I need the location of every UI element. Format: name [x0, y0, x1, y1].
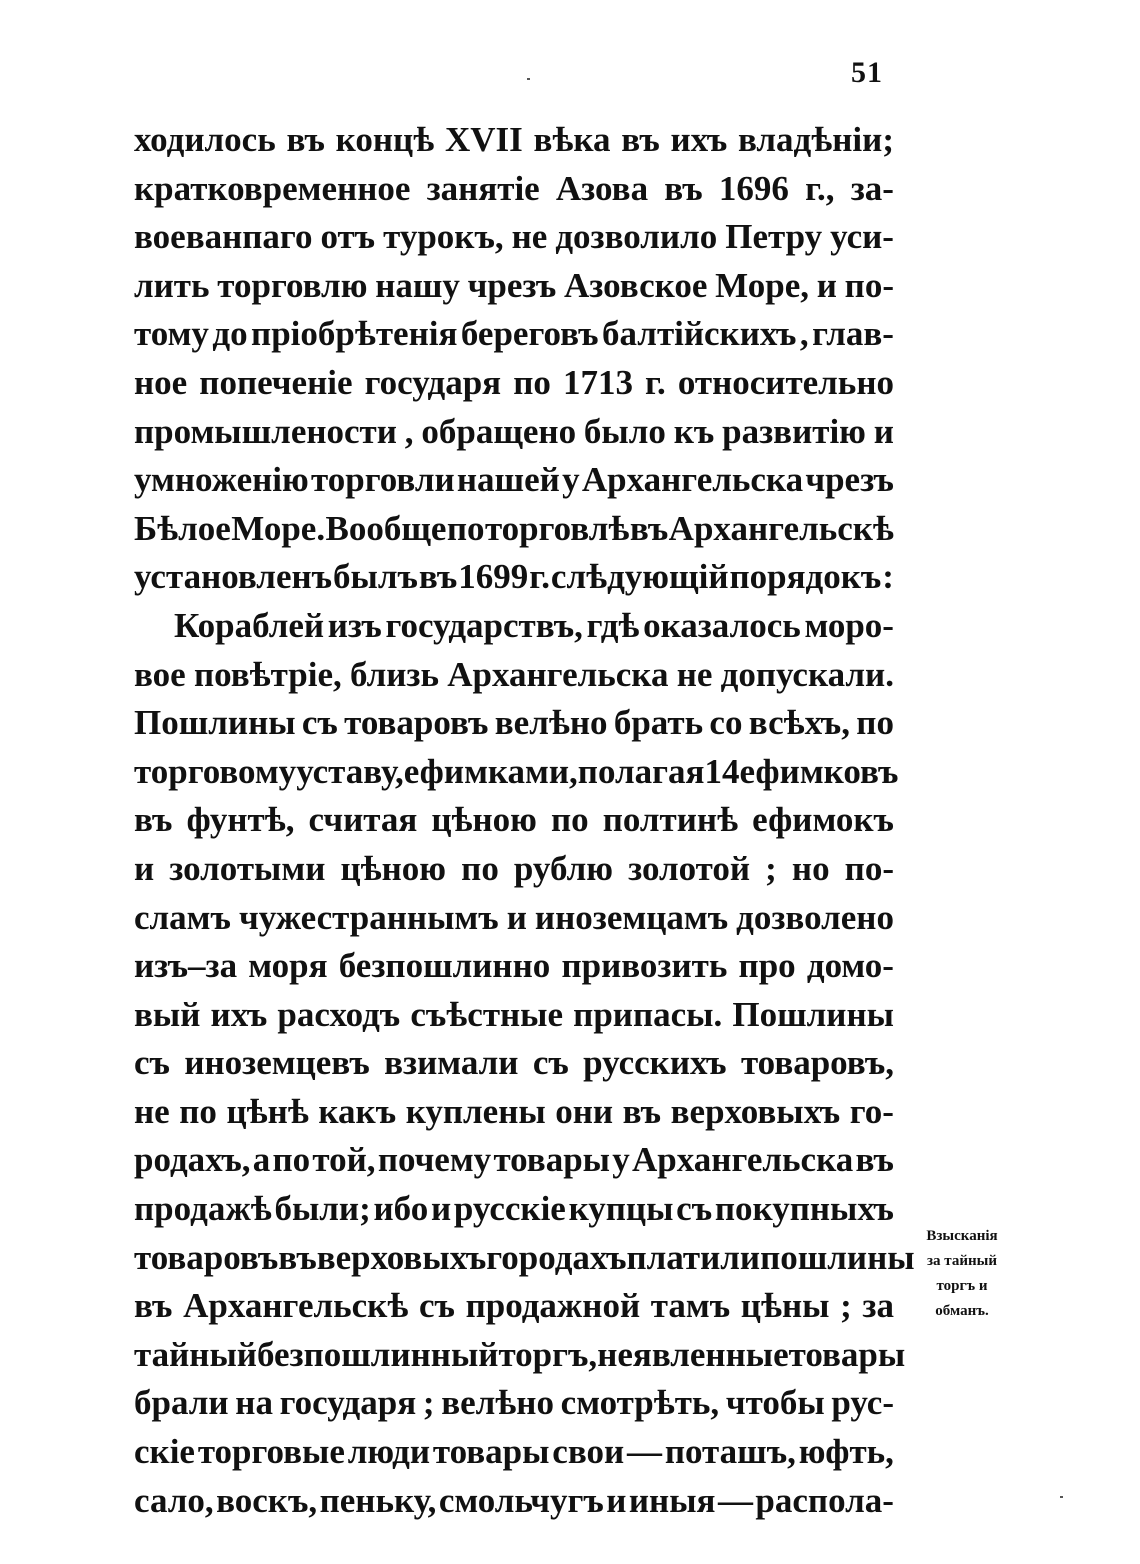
- word: чрезъ: [467, 265, 557, 305]
- word: къ: [673, 411, 715, 451]
- word: торговлѣ: [484, 508, 630, 548]
- word: продажной: [465, 1286, 641, 1326]
- word: 14: [704, 751, 740, 791]
- text-line: [134, 408, 894, 457]
- word: береговъ: [460, 314, 599, 354]
- word: умноженію: [134, 460, 309, 500]
- word: въ: [286, 120, 325, 159]
- word: Архангельскѣ: [668, 508, 894, 548]
- word: владѣніи;: [737, 120, 894, 159]
- word: Море,: [715, 265, 809, 305]
- word: съ: [301, 703, 338, 743]
- word: въ: [134, 800, 173, 840]
- word: тому: [134, 314, 209, 354]
- word: —: [627, 1432, 662, 1472]
- margin-note-line: Взысканія: [926, 1228, 998, 1244]
- word: товаровъ: [344, 703, 489, 743]
- word: моря: [248, 946, 328, 986]
- word: 1696: [718, 168, 789, 208]
- word: ефимковъ: [739, 751, 899, 791]
- word: го-: [849, 1091, 894, 1131]
- text-line: [134, 116, 894, 165]
- word: русскихъ: [583, 1043, 727, 1083]
- word: торговому: [134, 751, 297, 791]
- word: чтобы: [725, 1383, 825, 1423]
- word: ное: [134, 362, 188, 402]
- word: воеванпаго: [134, 217, 313, 257]
- word: фунтѣ,: [186, 800, 295, 840]
- word: велѣно: [441, 1383, 554, 1423]
- word: :: [882, 557, 894, 597]
- word: моро-: [804, 605, 894, 645]
- word: но: [791, 848, 830, 888]
- word: изъ: [327, 605, 382, 645]
- word: былъ: [333, 557, 418, 597]
- word: ходилось: [134, 120, 276, 159]
- word: ,: [799, 314, 809, 354]
- word: всѣхъ,: [748, 703, 850, 743]
- word: 1713: [562, 362, 633, 402]
- word: были;: [274, 1189, 371, 1229]
- text-line: [134, 1331, 906, 1380]
- word: пеньку,: [319, 1480, 437, 1520]
- text-line: [134, 1088, 894, 1137]
- word: Бѣлое: [134, 508, 231, 548]
- margin-note: [901, 1224, 1023, 1324]
- word: кратковременное: [134, 168, 411, 208]
- word: ;: [840, 1286, 852, 1326]
- word: Пошлины: [732, 994, 894, 1034]
- word: той,: [312, 1140, 376, 1180]
- text-line: [134, 262, 894, 311]
- word: тайный: [134, 1334, 257, 1374]
- word: оказалось: [643, 605, 801, 645]
- word: установленъ: [134, 557, 333, 597]
- word: цѣною: [340, 848, 447, 888]
- word: и: [506, 897, 527, 937]
- word: взимали: [384, 1043, 519, 1083]
- word: золотой: [628, 848, 751, 888]
- word: нашей: [456, 460, 560, 500]
- word: товары: [493, 1140, 610, 1180]
- text-line: [134, 1428, 894, 1477]
- word: было: [583, 411, 666, 451]
- word: уставу,: [296, 751, 404, 791]
- word: не: [676, 654, 713, 694]
- word: велѣно: [494, 703, 608, 743]
- word: не: [134, 1091, 170, 1131]
- word: торговли: [311, 460, 455, 500]
- word: торгъ,: [498, 1334, 598, 1374]
- word: съ: [134, 1043, 170, 1083]
- word: съѣстные: [410, 994, 564, 1034]
- word: близь: [349, 654, 439, 694]
- word: тамъ: [650, 1286, 731, 1326]
- word: вѣка: [533, 120, 611, 159]
- word: въ: [278, 1237, 317, 1277]
- word: турокъ,: [383, 217, 504, 257]
- word: верховыхъ: [316, 1237, 487, 1277]
- word: нашу: [375, 265, 460, 305]
- word: верховыхъ: [670, 1091, 841, 1131]
- word: ихъ: [670, 120, 728, 159]
- word: покупныхъ: [714, 1189, 894, 1229]
- word: какъ: [318, 1091, 397, 1131]
- word: и: [134, 848, 155, 888]
- word: по-: [844, 848, 894, 888]
- word: по: [461, 848, 499, 888]
- word: ;: [422, 1383, 435, 1423]
- text-line: [134, 602, 894, 651]
- word: ихъ: [210, 994, 268, 1034]
- word: Архангельскѣ: [183, 1286, 409, 1326]
- word: про: [738, 946, 796, 986]
- word: распола-: [755, 1480, 894, 1520]
- word: свои: [552, 1432, 625, 1472]
- text-line: [134, 796, 894, 845]
- word: и: [606, 1480, 627, 1520]
- word: со: [709, 703, 743, 743]
- word: вое: [134, 654, 186, 694]
- word: занятіе: [426, 168, 540, 208]
- word: рус-: [831, 1383, 894, 1423]
- word: по: [856, 703, 894, 743]
- word: балтійскихъ: [602, 314, 797, 354]
- word: повѣтріе,: [193, 654, 342, 694]
- word: не: [511, 217, 548, 257]
- word: съ: [676, 1189, 713, 1229]
- word: государствъ,: [385, 605, 583, 645]
- word: продажѣ: [134, 1189, 272, 1229]
- word: уси-: [830, 217, 894, 257]
- text-line: [134, 942, 894, 991]
- word: съ: [418, 1286, 455, 1326]
- text-line: [134, 213, 894, 262]
- word: чрезъ: [805, 460, 894, 500]
- word: концѣ: [335, 120, 435, 159]
- word: Петру: [725, 217, 823, 257]
- word: иныя: [628, 1480, 716, 1520]
- word: въ: [134, 1286, 173, 1326]
- word: —: [717, 1480, 753, 1520]
- word: безпошлинно: [338, 946, 551, 986]
- word: развитію: [722, 411, 866, 451]
- word: родахъ,: [134, 1140, 251, 1180]
- word: въ: [664, 168, 703, 208]
- word: Кораблей: [174, 605, 325, 645]
- word: юфть,: [798, 1432, 894, 1472]
- word: пошлины: [760, 1237, 915, 1277]
- word: торговлю: [217, 265, 368, 305]
- word: Азова: [555, 168, 649, 208]
- word: XVII: [444, 120, 523, 159]
- word: они: [555, 1091, 614, 1131]
- word: относительно: [677, 362, 894, 402]
- text-line: [134, 651, 894, 700]
- word: а: [252, 1140, 271, 1180]
- word: воскъ,: [216, 1480, 318, 1520]
- paragraph: [134, 116, 894, 602]
- word: вый: [134, 994, 201, 1034]
- word: товары: [788, 1334, 906, 1374]
- margin-note-line: торгъ и: [936, 1278, 988, 1294]
- word: г.,: [805, 168, 835, 208]
- word: домо-: [806, 946, 894, 986]
- word: въ: [629, 508, 669, 548]
- page-number: 51: [851, 56, 883, 89]
- word: слѣдующій: [550, 557, 729, 597]
- word: Вообще: [325, 508, 447, 548]
- text-line: [134, 165, 894, 214]
- text-line: [134, 456, 894, 505]
- word: за-: [850, 168, 894, 208]
- text-line: [134, 1136, 894, 1185]
- word: ибо: [373, 1189, 429, 1229]
- word: и: [816, 265, 837, 305]
- word: сало,: [134, 1480, 214, 1520]
- word: дозволило: [555, 217, 718, 257]
- word: золотыми: [169, 848, 326, 888]
- word: дозволено: [736, 897, 894, 937]
- word: товары: [432, 1432, 550, 1472]
- word: ефимокъ: [752, 800, 894, 840]
- word: чужестраннымъ: [238, 897, 499, 937]
- word: ефимками,: [403, 751, 578, 791]
- word: Пошлины: [134, 703, 296, 743]
- word: городахъ: [486, 1237, 627, 1277]
- word: по: [272, 1140, 311, 1180]
- word: брали: [134, 1383, 229, 1423]
- paper-speck: [527, 78, 530, 80]
- word: русскіе: [453, 1189, 566, 1229]
- text-line: [134, 310, 894, 359]
- word: съ: [532, 1043, 569, 1083]
- word: по: [446, 508, 485, 548]
- word: торговые: [197, 1432, 345, 1472]
- word: за: [862, 1286, 894, 1326]
- word: иноземцамъ: [534, 897, 729, 937]
- text-line: [134, 1234, 915, 1283]
- word: иноземцевъ: [184, 1043, 370, 1083]
- word: по: [550, 800, 589, 840]
- word: Море.: [231, 508, 326, 548]
- word: Архангельска: [447, 654, 669, 694]
- word: смольчугъ: [438, 1480, 604, 1520]
- word: полтинѣ: [602, 800, 739, 840]
- word: купцы: [568, 1189, 674, 1229]
- margin-note-line: за тайный: [927, 1253, 997, 1269]
- text-line: [134, 1282, 894, 1331]
- word: люди: [347, 1432, 431, 1472]
- word: полагая: [577, 751, 705, 791]
- text-line: [134, 1477, 894, 1526]
- word: Архангельска: [632, 1140, 854, 1180]
- word: гдѣ: [586, 605, 640, 645]
- word: неявленные: [597, 1334, 789, 1374]
- text-line: [134, 894, 894, 943]
- word: пріобрѣтенія: [251, 314, 458, 354]
- paragraph: [134, 602, 915, 1525]
- word: допускали.: [720, 654, 894, 694]
- word: обращено: [421, 411, 577, 451]
- word: Архангельска: [581, 460, 804, 500]
- word: скіе: [134, 1432, 195, 1472]
- word: и: [430, 1189, 452, 1229]
- word: на: [235, 1383, 273, 1423]
- text-line: [134, 699, 894, 748]
- word: цѣною: [431, 800, 537, 840]
- word: попеченіе: [199, 362, 353, 402]
- body-text: [134, 116, 915, 1525]
- word: платили: [626, 1237, 761, 1277]
- word: въ: [622, 1091, 662, 1131]
- word: у: [612, 1140, 630, 1180]
- word: государя: [364, 362, 502, 402]
- word: Азовское: [564, 265, 708, 305]
- word: по-: [844, 265, 894, 305]
- word: ,: [404, 411, 414, 451]
- word: почему: [377, 1140, 492, 1180]
- text-line: [134, 1039, 894, 1088]
- word: г.: [645, 362, 666, 402]
- paper-speck: [1060, 1496, 1063, 1498]
- word: глав-: [812, 314, 894, 354]
- word: 1699: [458, 557, 529, 597]
- word: смотрѣть,: [560, 1383, 720, 1423]
- word: цѣны: [740, 1286, 830, 1326]
- word: расходъ: [277, 994, 401, 1034]
- word: въ: [418, 557, 458, 597]
- word: товаровъ: [134, 1237, 279, 1277]
- word: привозить: [561, 946, 728, 986]
- word: сламъ: [134, 897, 231, 937]
- text-line: [134, 553, 894, 602]
- text-line: [134, 845, 894, 894]
- word: припасы.: [573, 994, 723, 1034]
- text-line: [134, 748, 899, 797]
- text-line: [134, 359, 894, 408]
- word: въ: [855, 1140, 894, 1180]
- margin-note-line: обманъ.: [935, 1303, 989, 1319]
- word: отъ: [320, 217, 376, 257]
- word: ;: [765, 848, 777, 888]
- word: брать: [613, 703, 704, 743]
- word: товаровъ,: [740, 1043, 894, 1083]
- text-line: [134, 1379, 894, 1428]
- word: по: [513, 362, 551, 402]
- word: въ: [621, 120, 660, 159]
- word: государя: [279, 1383, 417, 1423]
- word: по: [179, 1091, 217, 1131]
- word: порядокъ: [729, 557, 882, 597]
- word: изъ–за: [134, 946, 238, 986]
- word: считая: [308, 800, 418, 840]
- word: промышлености: [134, 411, 397, 451]
- word: цѣнѣ: [226, 1091, 309, 1131]
- word: поташъ,: [664, 1432, 796, 1472]
- text-line: [134, 1185, 894, 1234]
- word: куплены: [405, 1091, 546, 1131]
- word: до: [212, 314, 248, 354]
- word: рублю: [513, 848, 613, 888]
- text-line: [134, 991, 894, 1040]
- word: лить: [134, 265, 210, 305]
- text-line: [134, 505, 894, 554]
- word: и: [873, 411, 894, 451]
- word: у: [562, 460, 580, 500]
- word: г.: [529, 557, 550, 597]
- word: безпошлинный: [256, 1334, 499, 1374]
